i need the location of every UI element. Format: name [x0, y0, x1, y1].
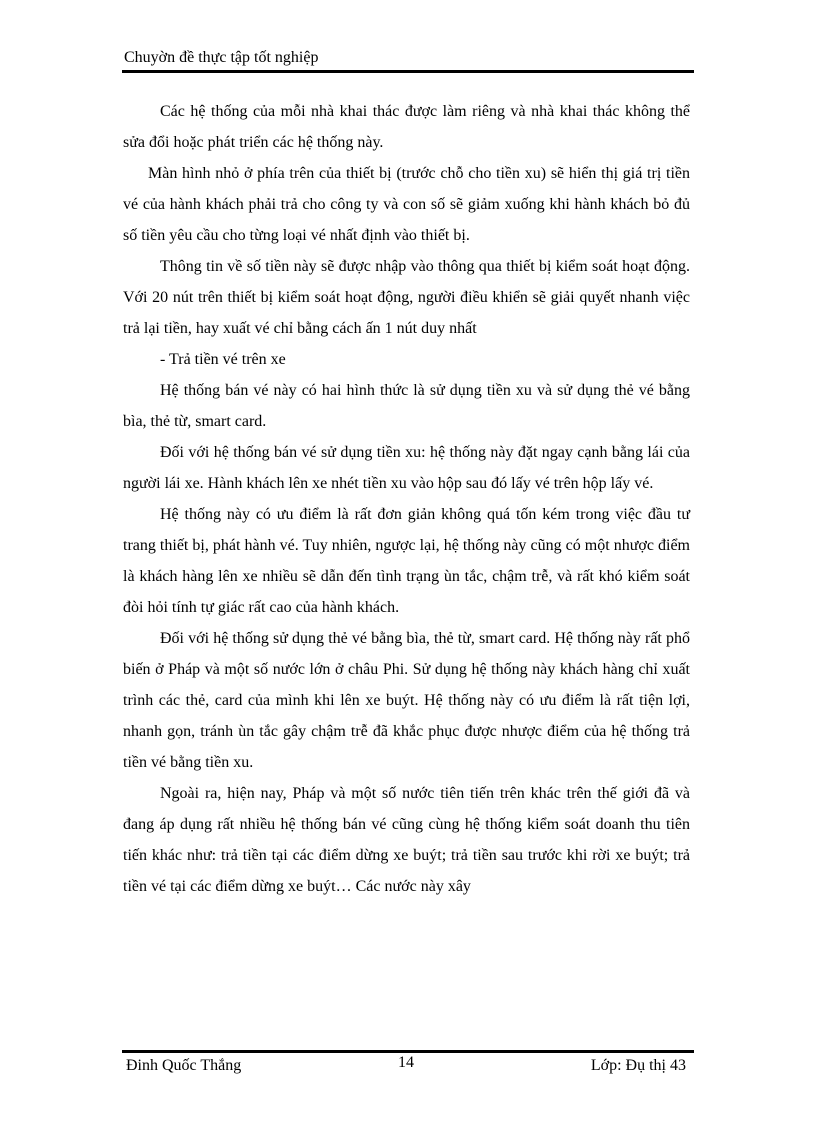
- paragraph: Đối với hệ thống sử dụng thẻ vé bằng bìa, thẻ từ, smart card. Hệ thống này rất phổ biến ở Pháp và một số nước lớn ở châu Phi. Sử dụng hệ thống này khách hàng chỉ xuất trình các thẻ, card của mình khi lên xe buýt. Hệ thống này có ưu điểm là rất tiện lợi, nhanh gọn, tránh ùn tắc gây chậm trễ đã khắc phục được nhược điểm của hệ thống trả tiền vé bằng tiền xu.: [123, 630, 690, 771]
- footer-author: Đinh Quốc Thắng: [126, 1057, 242, 1074]
- paragraph: Các hệ thống của mỗi nhà khai thác được làm riêng và nhà khai thác không thể sửa đổi hoặc phát triển các hệ thống này.: [123, 103, 690, 151]
- paragraph: - Trả tiền vé trên xe: [160, 351, 286, 368]
- page-number: 14: [398, 1054, 414, 1071]
- paragraph: Thông tin về số tiền này sẽ được nhập vào thông qua thiết bị kiểm soát hoạt động. Với 20 nút trên thiết bị kiểm soát hoạt động, người điều khiển sẽ giải quyết nhanh việc trả lại tiền, hay xuất vé chỉ bằng cách ấn 1 nút duy nhất: [123, 258, 690, 337]
- paragraph: Đối với hệ thống bán vé sử dụng tiền xu: hệ thống này đặt ngay cạnh bằng lái của người lái xe. Hành khách lên xe nhét tiền xu vào hộp sau đó lấy vé trên hộp lấy vé.: [123, 444, 690, 492]
- paragraph: Ngoài ra, hiện nay, Pháp và một số nước tiên tiến trên khác trên thế giới đã và đang áp dụng rất nhiều hệ thống bán vé cũng cùng hệ thống kiểm soát doanh thu tiên tiến khác như: trả tiền tại các điểm dừng xe buýt; trả tiền sau trước khi rời xe buýt; trả tiền vé tại các điểm dừng xe buýt… Các nước này xây: [123, 785, 690, 895]
- paragraph: Hệ thống này có ưu điểm là rất đơn giản không quá tốn kém trong việc đầu tư trang thiết bị, phát hành vé. Tuy nhiên, ngược lại, hệ thống này cũng có một nhược điểm là khách hàng lên xe nhiều sẽ dẫn đến tình trạng ùn tắc, chậm trễ, và rất khó kiểm soát đòi hỏi tính tự giác rất cao của hành khách.: [123, 506, 690, 616]
- footer-class: Lớp: Đụ thị 43: [590, 1057, 686, 1074]
- paragraph: Hệ thống bán vé này có hai hình thức là sử dụng tiền xu và sử dụng thẻ vé bằng bìa, thẻ từ, smart card.: [123, 382, 690, 430]
- page-body: [123, 96, 690, 902]
- header-title: Chuyờn đề thực tập tốt nghiệp: [124, 49, 319, 66]
- paragraph: Màn hình nhỏ ở phía trên của thiết bị (trước chỗ cho tiền xu) sẽ hiển thị giá trị tiền vé của hành khách phải trả cho công ty và con số sẽ giảm xuống khi hành khách bỏ đủ số tiền yêu cầu cho từng loại vé nhất định vào thiết bị.: [123, 165, 690, 244]
- header-rule: [122, 70, 694, 73]
